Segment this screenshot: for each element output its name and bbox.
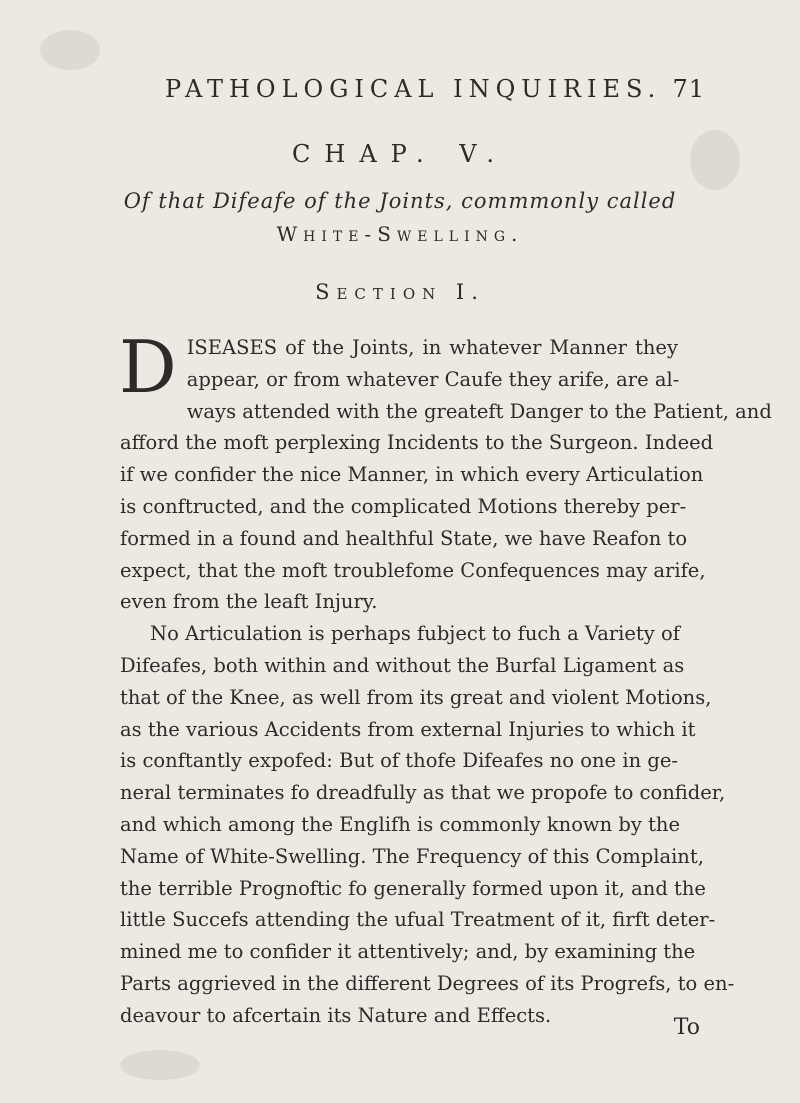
text-line: ISEASES of the Joints, in whatever Manner they (186, 336, 678, 359)
text-line: even from the leaft Injury. (120, 590, 378, 614)
text-line: No Articulation is perhaps fubject to fuch a Variety of (150, 622, 680, 646)
text-line: that of the Knee, as well from its great and violent Motions, (120, 685, 712, 709)
text-line: and which among the Englifh is commonly known by the (120, 812, 681, 836)
text-line: if we confider the nice Manner, in which every Articulation (120, 463, 704, 487)
text-line: is conftructed, and the complicated Motions thereby per- (120, 494, 687, 518)
page-number: 71 (672, 75, 705, 103)
chapter-heading: CHAP. V. (292, 140, 508, 168)
text-line: little Succefs attending the ufual Treatment of it, firft deter- (120, 908, 716, 932)
text-line: as the various Accidents from external Injuries to which it (120, 717, 696, 741)
section-heading: Section I. (315, 280, 485, 304)
text-line: ways attended with the greateft Danger to the Patient, and (186, 399, 772, 423)
running-title: PATHOLOGICAL INQUIRIES. (165, 75, 662, 103)
foxing-stain (120, 1050, 200, 1080)
text-line: the terrible Prognoftic fo generally formed upon it, and the (120, 876, 706, 900)
chapter-subtitle-2: White-Swelling. (276, 222, 524, 246)
text-line: mined me to confider it attentively; and, by examining the (120, 940, 696, 964)
foxing-stain (40, 30, 100, 70)
text-line: deavour to afcertain its Nature and Effects. (120, 1003, 552, 1027)
text-line: Name of White-Swelling. The Frequency of this Complaint, (120, 844, 704, 868)
text-line: Difeafes, both within and without the Burfal Ligament as (120, 653, 685, 677)
chapter-subtitle: Of that Difeafe of the Joints, commmonly called (123, 189, 677, 213)
text-line: afford the moft perplexing Incidents to the Surgeon. Indeed (120, 431, 714, 455)
running-head (165, 75, 705, 103)
catchword: To (673, 1015, 700, 1040)
text-line: neral terminates fo dreadfully as that we propofe to confider, (120, 781, 726, 805)
text-line: expect, that the moft troublefome Confequences may arife, (120, 558, 706, 582)
body-text (119, 325, 772, 1032)
text-line: is conftantly expofed: But of thofe Difeafes no one in ge- (120, 749, 678, 773)
text-line: formed in a found and healthful State, we have Reafon to (120, 526, 688, 550)
drop-cap: D (119, 325, 177, 409)
text-line: appear, or from whatever Caufe they arife, are al- (186, 367, 680, 391)
text-line: Parts aggrieved in the different Degrees of its Progrefs, to en- (120, 971, 735, 995)
